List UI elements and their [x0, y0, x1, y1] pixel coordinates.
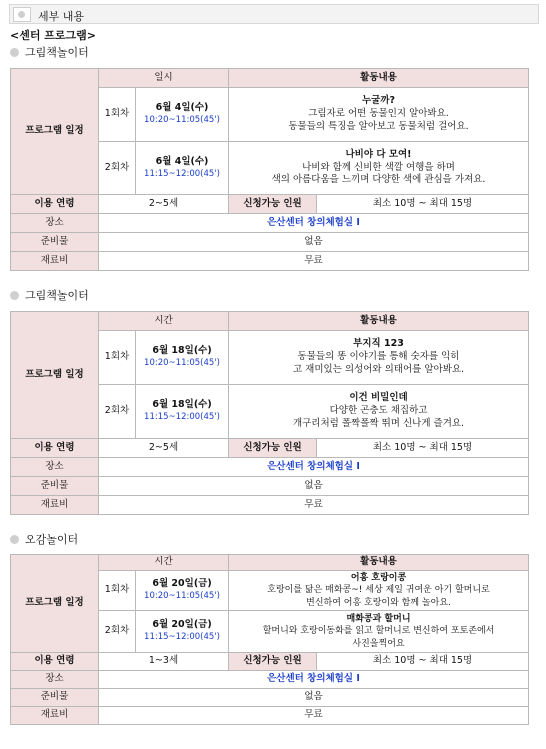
schedule-label: 프로그램 일정 [11, 312, 99, 439]
prep-label: 준비물 [11, 233, 99, 252]
session-time: 11:15~12:00(45') [144, 632, 220, 643]
age-label: 이용 연령 [11, 195, 99, 214]
session-datetime [136, 385, 229, 439]
activity-line: 다양한 곤충도 채집하고 [329, 405, 428, 417]
session-number: 2회차 [99, 611, 136, 653]
session-time: 10:20~11:05(45') [144, 591, 220, 602]
activity-line: 호랑이를 닮은 매화콩~! 세상 제일 귀여운 아기 할머니로 [267, 585, 490, 596]
place-value: 은산센터 창의체험실 I [99, 671, 529, 689]
prep-value: 없음 [99, 689, 529, 707]
activity-line: 사진을찍어요 [352, 638, 405, 649]
fee-value: 무료 [99, 707, 529, 725]
session-activity [229, 571, 529, 611]
prep-row [11, 689, 529, 707]
session-date: 6월 20일(금) [152, 619, 212, 631]
session-time: 11:15~12:00(45') [144, 412, 220, 423]
capacity-value: 최소 10명 ~ 최대 15명 [317, 653, 529, 671]
fee-row [11, 252, 529, 271]
session-number: 2회차 [99, 385, 136, 439]
bullet-icon [10, 48, 19, 57]
age-value: 2~5세 [99, 195, 229, 214]
program-table-2 [10, 311, 529, 515]
age-row [11, 439, 529, 458]
program-name: 그림책놀이터 [25, 46, 89, 59]
session-date: 6월 4일(수) [155, 155, 209, 167]
program-title-1 [10, 44, 89, 60]
age-label: 이용 연령 [11, 439, 99, 458]
program-name: 그림책놀이터 [25, 289, 89, 302]
place-value: 은산센터 창의체험실 I [99, 214, 529, 233]
prep-row [11, 233, 529, 252]
activity-title: 부지직 123 [353, 338, 404, 350]
schedule-label: 프로그램 일정 [11, 69, 99, 195]
session-datetime [136, 611, 229, 653]
capacity-value: 최소 10명 ~ 최대 15명 [317, 195, 529, 214]
table-header-row [11, 555, 529, 571]
time-header: 시간 [99, 555, 229, 571]
age-value: 1~3세 [99, 653, 229, 671]
prep-label: 준비물 [11, 477, 99, 496]
fee-label: 재료비 [11, 252, 99, 271]
activity-line: 변신하여 어흥 호랑이와 함께 놀아요. [306, 597, 451, 608]
section-header-bar [9, 4, 539, 24]
activity-line: 나비와 함께 신비한 색깔 여행을 하며 [302, 161, 455, 173]
session-date: 6월 18일(수) [152, 399, 212, 411]
program-table-3 [10, 554, 529, 725]
capacity-value: 최소 10명 ~ 최대 15명 [317, 439, 529, 458]
fee-row [11, 707, 529, 725]
program-title-2 [10, 287, 89, 303]
fee-value: 무료 [99, 252, 529, 271]
session-time: 10:20~11:05(45') [144, 115, 220, 126]
center-program-title: <센터 프로그램> [10, 29, 97, 42]
fee-row [11, 496, 529, 515]
place-row [11, 458, 529, 477]
time-header: 일시 [99, 69, 229, 88]
fee-label: 재료비 [11, 707, 99, 725]
session-datetime [136, 88, 229, 142]
prep-row [11, 477, 529, 496]
session-date: 6월 20일(금) [152, 578, 212, 590]
activity-title: 어흥 호랑이콩 [350, 573, 407, 584]
activity-line: 할머니와 호랑이동화를 읽고 할머니로 변신하여 포토존에서 [262, 626, 495, 637]
place-label: 장소 [11, 214, 99, 233]
activity-header: 활동내용 [229, 69, 529, 88]
activity-title: 나비야 다 모여! [345, 148, 412, 160]
age-row [11, 653, 529, 671]
prep-value: 없음 [99, 233, 529, 252]
activity-line: 동물들의 특징을 알아보고 동물처럼 걸어요. [288, 120, 469, 132]
session-date: 6월 18일(수) [152, 345, 212, 357]
place-label: 장소 [11, 671, 99, 689]
section-header-title: 세부 내용 [38, 10, 85, 23]
session-number: 1회차 [99, 331, 136, 385]
place-row [11, 671, 529, 689]
session-number: 1회차 [99, 88, 136, 142]
activity-header: 활동내용 [229, 555, 529, 571]
capacity-label: 신청가능 인원 [229, 653, 317, 671]
session-activity [229, 385, 529, 439]
age-label: 이용 연령 [11, 653, 99, 671]
session-datetime [136, 571, 229, 611]
age-row [11, 195, 529, 214]
fee-value: 무료 [99, 496, 529, 515]
schedule-label: 프로그램 일정 [11, 555, 99, 653]
session-date: 6월 4일(수) [155, 102, 209, 114]
program-title-3 [10, 531, 78, 547]
capacity-label: 신청가능 인원 [229, 439, 317, 458]
activity-line: 개구리처럼 폴짝폴짝 뛰며 신나게 즐겨요. [292, 417, 465, 429]
bullet-icon [10, 291, 19, 300]
fee-label: 재료비 [11, 496, 99, 515]
prep-label: 준비물 [11, 689, 99, 707]
session-time: 10:20~11:05(45') [144, 358, 220, 369]
session-activity [229, 88, 529, 142]
session-activity [229, 611, 529, 653]
activity-title: 누굴까? [361, 95, 396, 107]
activity-line: 고 재미있는 의성어와 의태어를 알아봐요. [292, 363, 465, 375]
session-datetime [136, 331, 229, 385]
place-row [11, 214, 529, 233]
place-label: 장소 [11, 458, 99, 477]
activity-line: 동물들의 똥 이야기를 통해 숫자를 익히 [297, 351, 460, 363]
activity-title: 이건 비밀인데 [349, 392, 408, 404]
program-name: 오감놀이터 [25, 533, 79, 546]
bullet-icon [10, 535, 19, 544]
time-header: 시간 [99, 312, 229, 331]
program-table-1 [10, 68, 529, 271]
activity-line: 색의 아름다움을 느끼며 다양한 색에 관심을 가져요. [271, 174, 486, 186]
activity-line: 그림자로 어떤 동물인지 알아봐요. [308, 108, 449, 120]
table-header-row [11, 312, 529, 331]
session-number: 1회차 [99, 571, 136, 611]
age-value: 2~5세 [99, 439, 229, 458]
session-activity [229, 331, 529, 385]
activity-header: 활동내용 [229, 312, 529, 331]
session-number: 2회차 [99, 142, 136, 195]
session-datetime [136, 142, 229, 195]
table-header-row [11, 69, 529, 88]
session-time: 11:15~12:00(45') [144, 168, 220, 179]
prep-value: 없음 [99, 477, 529, 496]
session-activity [229, 142, 529, 195]
activity-title: 매화콩과 할머니 [346, 614, 411, 625]
place-value: 은산센터 창의체험실 I [99, 458, 529, 477]
circle-icon [13, 7, 31, 22]
capacity-label: 신청가능 인원 [229, 195, 317, 214]
